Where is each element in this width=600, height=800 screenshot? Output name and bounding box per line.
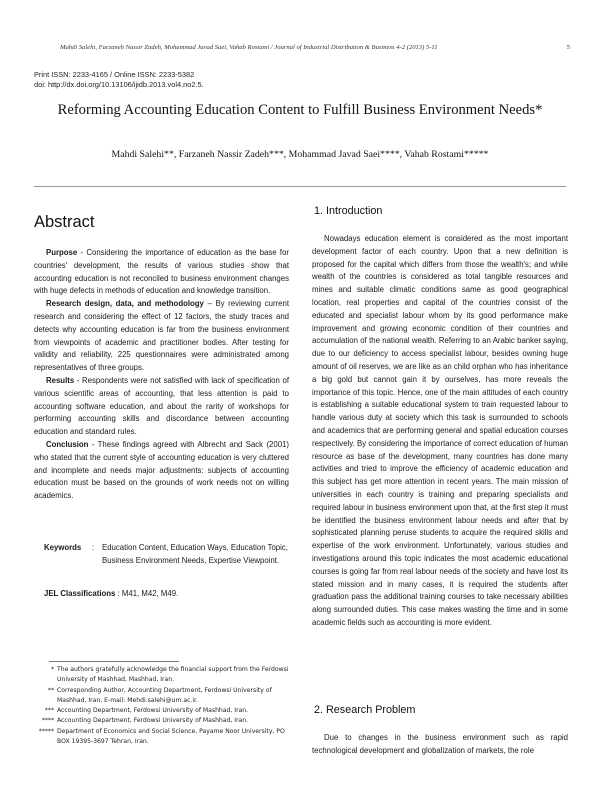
- issn-line: Print ISSN: 2233-4165 / Online ISSN: 2233-5382: [34, 70, 195, 79]
- jel-text: : M41, M42, M49.: [115, 589, 179, 598]
- design-label: Research design, data, and methodology: [46, 299, 204, 309]
- intro-paragraph: Nowadays education element is considered as the most important development factor of each country. Upon that a new definition is proposed for the capital which differs from those the wealth's; and while wealth of the countries is considered as total tangible resources and mines and suitable climatic conditions same as good geographical location, real properties and capital of the countries consist of the educated and specialist labour whom by its good performance make improvement and growing economic condition of their countries and accumulation of the national wealth. Referring to an Arabic banker saying, due to our deficiency to access specialist labour, besides owning huge amount of oil reserves, we are like as an child orphan who has inheritance a big gold but cannot gain it by ourselves, has more reveals the importance of this topic. Hence, one of the main attitudes of each country is establishing a suitable educational system to train requested labour to handle various duty at society which this task is surrounded to schools and academics that are performing general and spatial education courses respectively. By considering the importance of correct education of human resource as base of the development, many countries has done many activities and tried to improve the efficiency of academic education and this subject has get more attention in recent years. The main mission of universities in each country is training and preparing specialists and required labour in business environment upon that, at the first step it must be identified the business environment labour needs and after that by sophisticated planning peruse students to acquire the required skills and expertise of the work environment. Unfortunately, various studies and investigations around this topic indicates the most academic educational courses is going far from real labour needs of the society and have lost its stated mission and in many cases, it is required the students after graduation pass the additional training courses to take necessary abilities along surrounded duties. This case makes wasting the time and in some academic fields such as accounting is more evident.: [312, 234, 568, 627]
- footnote-text: Department of Economics and Social Science, Payame Noor University, PO BOX 19395-3697 Tehran, Iran.: [57, 727, 285, 746]
- page-number: 5: [566, 44, 570, 51]
- header-divider: [34, 186, 566, 187]
- doi-line: doi: http://dx.doi.org/10.13106/ijidb.2013.vol4.no2.5.: [34, 80, 204, 89]
- abstract-conclusion: [34, 439, 289, 503]
- footnote-text: Accounting Department, Ferdowsi University of Mashhad, Iran.: [57, 707, 249, 715]
- results-text: - Respondents were not satisfied with lack of specification of various scientific areas of accounting, that less attention is paid to accounting software education, and about the rarity of workshops for performing accounting skills and discordance between accounting education and standard rules.: [34, 375, 289, 437]
- footnote-item: [34, 706, 290, 716]
- paper-authors: Mahdi Salehi**, Farzaneh Nassir Zadeh***, Mohammad Javad Saei****, Vahab Rostami*****: [111, 149, 489, 160]
- abstract-results: [34, 375, 289, 439]
- footnote-mark: *****: [38, 727, 54, 735]
- footnote-text: Accounting Department, Ferdowsi University of Mashhad, Iran.: [57, 717, 249, 725]
- keywords-label: Keywords: [44, 543, 82, 552]
- purpose-label: Purpose: [46, 248, 78, 257]
- keywords-separator: :: [92, 543, 95, 552]
- footnotes: [34, 665, 290, 747]
- running-head-text: Mahdi Salehi, Farzaneh Nassir Zadeh, Mohammad Javad Saei, Vahab Rostami / Journal of Industrial Distribution & Business 4-2 (2013) 5-11: [60, 44, 438, 51]
- abstract-body: [34, 247, 289, 503]
- footnote-mark: ****: [41, 717, 54, 725]
- design-text: – By reviewing current research and considering the effect of 12 factors, the study traces and detects why accounting education is far from the business environment from viewpoints of academic and practitioner bodies. After testing for validity and reliability, 225 questionnaires were administrated among representatives of three groups.: [34, 299, 289, 373]
- abstract-purpose: [34, 247, 289, 298]
- footnote-item: [34, 686, 290, 707]
- jel-label: JEL Classifications: [44, 589, 116, 598]
- footnote-divider: [49, 661, 179, 662]
- footnote-text: The authors gratefully acknowledge the financial support from the Ferdowsi University of Mashhad, Mashhad, Iran.: [57, 666, 289, 684]
- paper-title: Reforming Accounting Education Content to Fulfill Business Environment Needs*: [57, 102, 543, 118]
- research-problem-heading: 2. Research Problem: [314, 704, 416, 716]
- abstract-design: [34, 298, 289, 375]
- intro-heading: 1. Introduction: [314, 205, 383, 217]
- footnote-item: [34, 665, 290, 686]
- intro-body: [312, 233, 568, 630]
- jel-block: [44, 589, 178, 598]
- footnote-item: [34, 727, 290, 748]
- footnote-mark: *: [50, 666, 54, 673]
- purpose-text: - Considering the importance of education as the base for countries' development, the results of various studies show that accounting education is not reconciled to business environment changes with huge defects in methods of education and knowledge transition.: [34, 248, 289, 296]
- abstract-heading: Abstract: [34, 213, 95, 231]
- footnote-mark: ***: [44, 707, 54, 715]
- keywords-text: Education Content, Education Ways, Education Topic, Business Environment Needs, Expertise Viewpoint.: [102, 543, 288, 565]
- running-head: [60, 44, 570, 51]
- research-problem-body: [312, 732, 568, 758]
- results-label: Results: [46, 375, 75, 385]
- conclusion-text: - These findings agreed with Albrecht and Sack (2001) who stated that the current style of accounting education is very cluttered and incomplete and needs major adjustments: subjects of accounting education must be based on the grounds of work needs not on willing academics.: [34, 439, 289, 501]
- conclusion-label: Conclusion: [46, 439, 89, 449]
- keywords-block: [44, 542, 290, 568]
- footnote-text: Corresponding Author, Accounting Department, Ferdowsi University of Mashhad, Iran, E-mail: Mehdi.salehi@um.ac.ir.: [57, 686, 272, 704]
- footnote-mark: **: [47, 686, 54, 694]
- research-problem-paragraph: Due to changes in the business environment such as rapid technological development and globalization of markets, the role: [312, 733, 568, 755]
- footnote-item: [34, 716, 290, 726]
- issn-block: [34, 70, 204, 90]
